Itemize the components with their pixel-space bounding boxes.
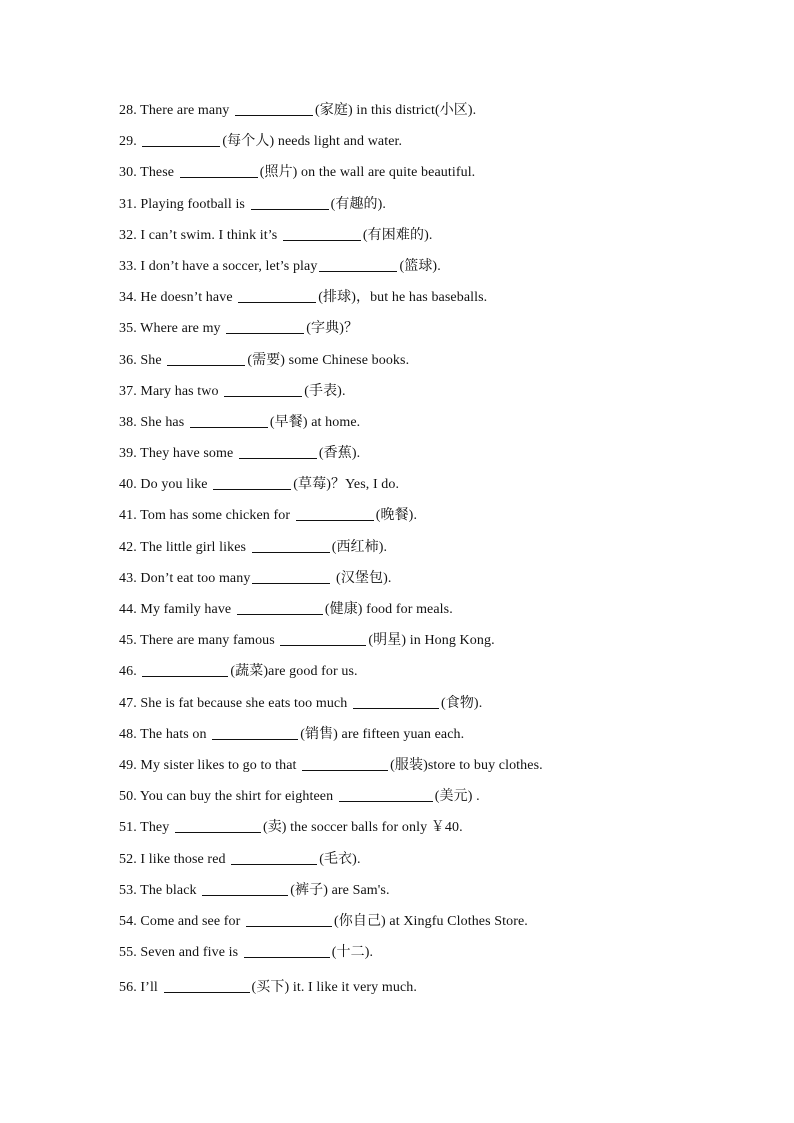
- chinese-hint: (有困难的): [362, 227, 429, 243]
- chinese-hint: (晚餐): [375, 508, 414, 524]
- sentence-end: ？: [344, 321, 359, 337]
- item-number: 33.: [119, 258, 137, 274]
- answer-blank[interactable]: [246, 912, 332, 927]
- item-number: 38.: [119, 414, 137, 430]
- exercise-item: [119, 225, 739, 256]
- chinese-hint: (每个人): [222, 134, 275, 150]
- exercise-item: [119, 786, 739, 817]
- chinese-hint: (草莓): [293, 477, 331, 493]
- answer-blank[interactable]: [164, 978, 250, 993]
- sentence-end: at home.: [307, 414, 361, 430]
- item-number: 47.: [119, 695, 137, 711]
- exercise-item: [119, 880, 739, 911]
- answer-blank[interactable]: [142, 662, 228, 677]
- sentence-end: are Sam's.: [328, 882, 390, 898]
- sentence-end: in this district(小区).: [352, 103, 477, 118]
- exercise-item: [119, 256, 739, 287]
- exercise-item: [119, 194, 739, 225]
- sentence-start: I can’t swim. I think it’s: [140, 227, 281, 243]
- item-number: 51.: [119, 820, 137, 836]
- sentence-start: I don’t have a soccer, let’s play: [140, 258, 318, 274]
- sentence-start: There are many famous: [140, 633, 279, 649]
- sentence-start: You can buy the shirt for eighteen: [139, 789, 337, 805]
- sentence-start: There are many: [140, 103, 234, 118]
- exercise-item: [119, 599, 739, 630]
- chinese-hint: (需要): [247, 352, 286, 368]
- answer-blank[interactable]: [339, 787, 433, 802]
- sentence-end: ，but he has baseballs.: [355, 290, 488, 306]
- answer-blank[interactable]: [283, 226, 361, 241]
- sentence-start: She is fat because she eats too much: [140, 695, 351, 711]
- exercise-item: [119, 537, 739, 568]
- answer-blank[interactable]: [319, 257, 397, 272]
- sentence-start: I like those red: [140, 851, 230, 867]
- exercise-item: [119, 100, 739, 131]
- chinese-hint: (西红柿): [331, 539, 384, 555]
- answer-blank[interactable]: [252, 538, 330, 553]
- sentence-start: Playing football is: [140, 196, 249, 212]
- sentence-start: My family have: [140, 602, 235, 617]
- chinese-hint: (汉堡包): [332, 570, 388, 586]
- item-number: 34.: [119, 290, 137, 306]
- sentence-start: My sister likes to go to that: [140, 757, 301, 773]
- sentence-start: He doesn’t have: [140, 290, 237, 306]
- exercise-item: [119, 287, 739, 318]
- sentence-end: .: [387, 570, 392, 586]
- item-number: 31.: [119, 196, 137, 212]
- item-number: 36.: [119, 352, 137, 368]
- chinese-hint: (香蕉): [318, 446, 357, 462]
- chinese-hint: (卖): [262, 820, 287, 836]
- answer-blank[interactable]: [244, 943, 330, 958]
- exercise-item: [119, 474, 739, 505]
- chinese-hint: (裤子): [290, 882, 328, 898]
- sentence-end: .: [369, 945, 374, 961]
- item-number: 49.: [119, 757, 137, 773]
- exercise-item: [119, 849, 739, 880]
- exercise-list: [119, 100, 739, 1008]
- sentence-end: are fifteen yuan each.: [337, 726, 465, 742]
- exercise-item: [119, 724, 739, 755]
- exercise-item: [119, 443, 739, 474]
- sentence-end: some Chinese books.: [285, 352, 410, 368]
- sentence-start: Do you like: [140, 477, 212, 493]
- item-number: 46.: [119, 664, 137, 680]
- sentence-start: Don’t eat too many: [140, 570, 251, 586]
- exercise-item: [119, 412, 739, 443]
- answer-blank[interactable]: [224, 382, 302, 397]
- chinese-hint: (手表): [304, 383, 342, 399]
- item-number: 54.: [119, 913, 137, 929]
- sentence-end: .: [356, 851, 361, 867]
- sentence-start: Mary has two: [140, 383, 223, 399]
- exercise-item: [119, 630, 739, 661]
- item-number: 43.: [119, 570, 137, 586]
- sentence-end: in Hong Kong.: [406, 633, 495, 649]
- chinese-hint: (健康): [324, 602, 363, 617]
- item-number: 37.: [119, 383, 137, 399]
- sentence-end: at Xingfu Clothes Store.: [385, 913, 528, 929]
- sentence-end: needs light and water.: [274, 134, 403, 150]
- item-number: 30.: [119, 165, 137, 181]
- item-number: 39.: [119, 446, 137, 462]
- item-number: 29.: [119, 134, 137, 150]
- answer-blank[interactable]: [296, 506, 374, 521]
- answer-blank[interactable]: [280, 631, 366, 646]
- answer-blank[interactable]: [251, 195, 329, 210]
- answer-blank[interactable]: [142, 132, 220, 147]
- chinese-hint: (篮球): [399, 258, 438, 274]
- sentence-end: it. I like it very much.: [289, 980, 417, 996]
- item-number: 35.: [119, 321, 137, 337]
- sentence-end: the soccer balls for only ￥40.: [286, 820, 463, 836]
- item-number: 42.: [119, 539, 137, 555]
- exercise-item: [119, 505, 739, 536]
- item-number: 44.: [119, 602, 137, 617]
- sentence-end: .: [356, 446, 361, 462]
- sentence-start: The little girl likes: [140, 539, 250, 555]
- answer-blank[interactable]: [239, 444, 317, 459]
- chinese-hint: (十二): [331, 945, 370, 961]
- exercise-item: [119, 661, 739, 692]
- sentence-end: .: [478, 695, 483, 711]
- answer-blank[interactable]: [175, 818, 261, 833]
- answer-blank[interactable]: [213, 475, 291, 490]
- item-number: 53.: [119, 882, 137, 898]
- item-number: 28.: [119, 103, 137, 118]
- sentence-start: She: [140, 352, 166, 368]
- chinese-hint: (有趣的): [330, 196, 383, 212]
- item-number: 45.: [119, 633, 137, 649]
- item-number: 41.: [119, 508, 137, 524]
- sentence-start: She has: [140, 414, 188, 430]
- sentence-start: Where are my: [140, 321, 225, 337]
- item-number: 48.: [119, 726, 137, 742]
- sentence-end: .: [413, 508, 418, 524]
- sentence-start: These: [140, 165, 178, 181]
- item-number: 56.: [119, 980, 137, 996]
- sentence-end: food for meals.: [362, 602, 453, 617]
- chinese-hint: (毛衣): [319, 851, 357, 867]
- sentence-start: Seven and five is: [140, 945, 242, 961]
- answer-blank[interactable]: [353, 694, 439, 709]
- exercise-item: [119, 977, 739, 1008]
- exercise-item: [119, 568, 739, 599]
- chinese-hint: (照片): [259, 165, 298, 181]
- answer-blank[interactable]: [226, 319, 304, 334]
- item-number: 50.: [119, 789, 137, 805]
- chinese-hint: (服装): [390, 757, 428, 773]
- chinese-hint: (销售): [300, 726, 338, 742]
- sentence-end: .: [382, 196, 387, 212]
- sentence-start: Tom has some chicken for: [140, 508, 294, 524]
- chinese-hint: (明星): [368, 633, 407, 649]
- answer-blank[interactable]: [190, 413, 268, 428]
- chinese-hint: (美元): [434, 789, 473, 805]
- sentence-end: .: [472, 789, 480, 805]
- exercise-item: [119, 942, 739, 973]
- chinese-hint: (家庭): [315, 103, 353, 118]
- exercise-item: [119, 693, 739, 724]
- answer-blank[interactable]: [212, 725, 298, 740]
- sentence-start: They have some: [140, 446, 237, 462]
- chinese-hint: (蔬菜): [230, 664, 269, 680]
- exercise-item: [119, 350, 739, 381]
- exercise-item: [119, 381, 739, 412]
- answer-blank[interactable]: [302, 756, 388, 771]
- sentence-end: .: [341, 383, 346, 399]
- answer-blank[interactable]: [180, 163, 258, 178]
- sentence-start: They: [140, 820, 173, 836]
- chinese-hint: (排球): [318, 290, 356, 306]
- chinese-hint: (字典): [306, 321, 344, 337]
- answer-blank[interactable]: [202, 881, 288, 896]
- sentence-end: on the wall are quite beautiful.: [297, 165, 476, 181]
- item-number: 52.: [119, 851, 137, 867]
- answer-blank[interactable]: [238, 288, 316, 303]
- sentence-end: .: [383, 539, 388, 555]
- exercise-item: [119, 131, 739, 162]
- sentence-start: I’ll: [140, 980, 162, 996]
- answer-blank[interactable]: [237, 600, 323, 615]
- sentence-start: Come and see for: [140, 913, 244, 929]
- chinese-hint: (买下): [251, 980, 290, 996]
- chinese-hint: (早餐): [269, 414, 308, 430]
- item-number: 32.: [119, 227, 137, 243]
- sentence-end: are good for us.: [268, 664, 358, 680]
- sentence-start: The black: [140, 882, 201, 898]
- exercise-item: [119, 318, 739, 349]
- sentence-end: ？Yes, I do.: [330, 477, 400, 493]
- sentence-end: store to buy clothes.: [427, 757, 543, 773]
- exercise-item: [119, 162, 739, 193]
- item-number: 55.: [119, 945, 137, 961]
- sentence-end: .: [437, 258, 441, 274]
- sentence-start: The hats on: [140, 726, 211, 742]
- item-number: 40.: [119, 477, 137, 493]
- exercise-item: [119, 755, 739, 786]
- answer-blank[interactable]: [231, 850, 317, 865]
- answer-blank[interactable]: [235, 101, 313, 116]
- answer-blank[interactable]: [167, 351, 245, 366]
- exercise-item: [119, 911, 739, 942]
- sentence-end: .: [428, 227, 433, 243]
- answer-blank[interactable]: [252, 569, 330, 584]
- chinese-hint: (食物): [440, 695, 479, 711]
- chinese-hint: (你自己): [333, 913, 386, 929]
- exercise-item: [119, 817, 739, 848]
